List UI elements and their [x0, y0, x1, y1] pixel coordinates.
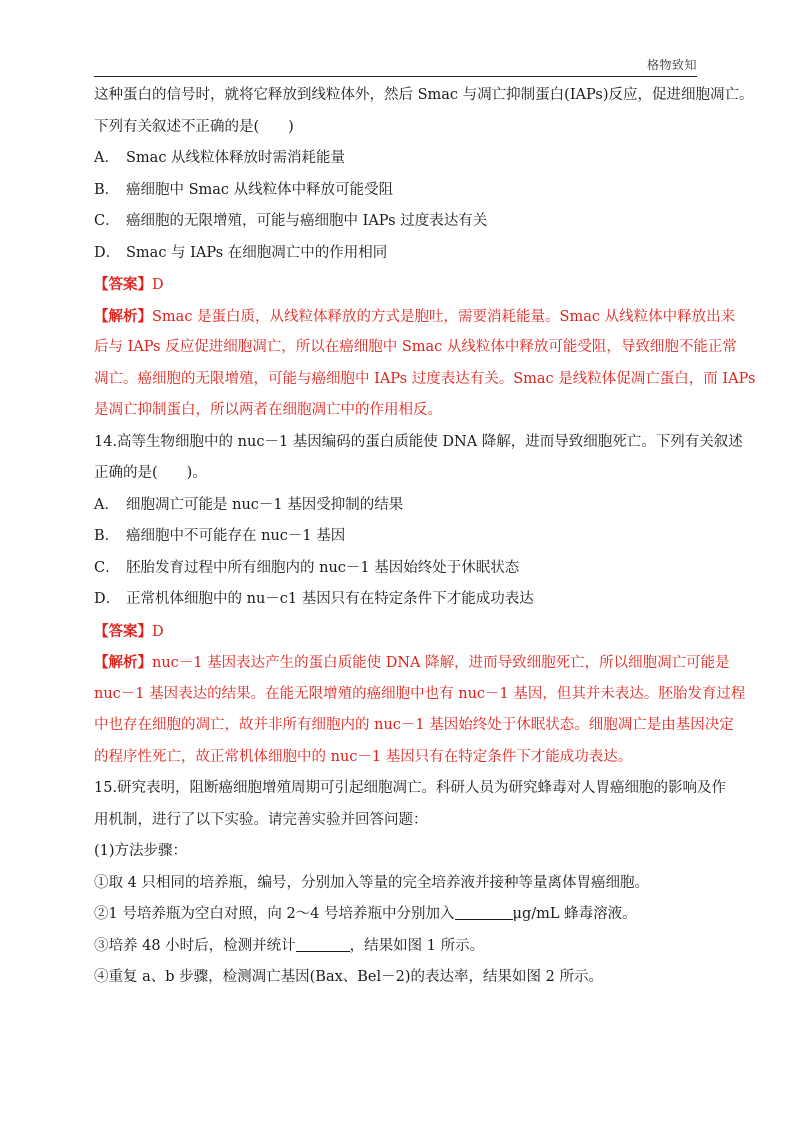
q15-stem-line-2: 用机制，进行了以下实验。请完善实验并回答问题： — [94, 811, 428, 828]
option-letter: D． — [94, 244, 121, 261]
q14-analysis-line-4: 的程序性死亡，故正常机体细胞中的 nuc－1 基因只有在特定条件下才能成功表达。 — [94, 748, 633, 765]
q14-option-b — [94, 521, 700, 553]
q14-stem-line-1: 14.高等生物细胞中的 nuc－1 基因编码的蛋白质能使 DNA 降解，进而导致细胞死亡。下列有关叙述 — [94, 433, 743, 450]
step-text: ，结果如图 1 所示。 — [349, 937, 485, 954]
step-text: ②1 号培养瓶为空白对照，向 2～4 号培养瓶中分别加入 — [94, 906, 455, 922]
answer-tag: 【答案】 — [94, 276, 152, 293]
q13-stem-line-1: 这种蛋白的信号时，就将它释放到线粒体外，然后 Smac 与凋亡抑制蛋白(IAPs)反应，促进细胞凋亡。 — [94, 87, 754, 103]
q15-stem-line-1: 15.研究表明，阻断癌细胞增殖周期可引起细胞凋亡。科研人员为研究蜂毒对人胃癌细胞的影响及作 — [94, 780, 727, 796]
q14-stem-line-2: 正确的是( )。 — [94, 465, 207, 481]
option-letter: A． — [94, 150, 119, 166]
header-label: 格物致知 — [646, 58, 697, 72]
option-letter: B． — [94, 528, 120, 544]
analysis-tag: 【解析】 — [94, 307, 152, 325]
option-text: 细胞凋亡可能是 nuc－1 基因受抑制的结果 — [126, 496, 404, 513]
header-divider — [94, 76, 697, 77]
option-text: Smac 与 IAPs 在细胞凋亡中的作用相同 — [126, 244, 388, 261]
answer-value: D — [152, 277, 164, 293]
q13-analysis-line-1 — [94, 301, 736, 333]
q13-stem-line-2: 下列有关叙述不正确的是( ) — [94, 118, 294, 135]
option-text: 胚胎发育过程中所有细胞内的 nuc－1 基因始终处于休眠状态 — [126, 559, 520, 576]
q14-analysis-line-3: 中也存在细胞的凋亡，故并非所有细胞内的 nuc－1 基因始终处于休眠状态。细胞凋亡是由基因决定 — [94, 717, 734, 733]
answer-tag: 【答案】 — [94, 622, 152, 640]
option-letter: A． — [94, 496, 119, 513]
q14-option-d — [94, 584, 700, 616]
fill-blank — [455, 904, 513, 920]
step-text: μg/mL 蜂毒溶液。 — [512, 906, 637, 922]
q13-answer — [94, 269, 700, 301]
q13-analysis-line-4: 是凋亡抑制蛋白，所以两者在细胞凋亡中的作用相反。 — [94, 402, 442, 418]
q15-method-heading: (1)方法步骤： — [94, 843, 188, 859]
option-letter: B． — [94, 181, 120, 198]
q14-analysis-line-1 — [94, 647, 730, 679]
q15-step-4: ④重复 a、b 步骤，检测凋亡基因(Bax、Bel－2)的表达率，结果如图 2 所示。 — [94, 969, 603, 985]
q15-step-1: ①取 4 只相同的培养瓶，编号，分别加入等量的完全培养液并接种等量离体胃癌细胞。 — [94, 874, 649, 891]
q14-option-c — [94, 553, 700, 585]
answer-value: D — [152, 623, 164, 640]
q13-analysis-line-2: 后与 IAPs 反应促进细胞凋亡，所以在癌细胞中 Smac 从线粒体中释放可能受阻，导致细胞不能正常 — [94, 339, 737, 355]
option-text: 癌细胞中 Smac 从线粒体中释放可能受阻 — [126, 181, 394, 198]
option-text: 癌细胞的无限增殖，可能与癌细胞中 IAPs 过度表达有关 — [126, 213, 488, 229]
q14-analysis-line-2: nuc－1 基因表达的结果。在能无限增殖的癌细胞中也有 nuc－1 基因，但其并未表达。胚胎发育过程 — [94, 685, 746, 702]
q14-option-a — [94, 490, 700, 522]
q15-step-3 — [94, 931, 700, 963]
q13-analysis-line-3: 凋亡。癌细胞的无限增殖，可能与癌细胞中 IAPs 过度表达有关。Smac 是线粒体促凋亡蛋白，而 IAPs — [94, 370, 756, 387]
q13-option-a — [94, 143, 700, 175]
option-text: 正常机体细胞中的 nu－c1 基因只有在特定条件下才能成功表达 — [126, 591, 534, 607]
step-text: ③培养 48 小时后，检测并统计 — [94, 937, 296, 954]
analysis-tag: 【解析】 — [94, 654, 152, 671]
q15-step-2 — [94, 899, 700, 931]
fill-blank — [296, 936, 350, 952]
option-text: Smac 从线粒体释放时需消耗能量 — [126, 150, 346, 166]
analysis-text: nuc－1 基因表达产生的蛋白质能使 DNA 降解，进而导致细胞死亡，所以细胞凋亡可能是 — [152, 655, 730, 671]
option-text: 癌细胞中不可能存在 nuc－1 基因 — [126, 528, 346, 544]
q14-answer — [94, 616, 700, 648]
option-letter: C． — [94, 559, 120, 576]
q13-option-d — [94, 238, 700, 270]
document-body — [94, 80, 756, 994]
option-letter: D． — [94, 591, 121, 607]
analysis-text: Smac 是蛋白质，从线粒体释放的方式是胞吐，需要消耗能量。Smac 从线粒体中释放出来 — [152, 308, 736, 325]
option-letter: C． — [94, 213, 120, 229]
q13-option-b — [94, 175, 700, 207]
q13-option-c — [94, 206, 700, 238]
